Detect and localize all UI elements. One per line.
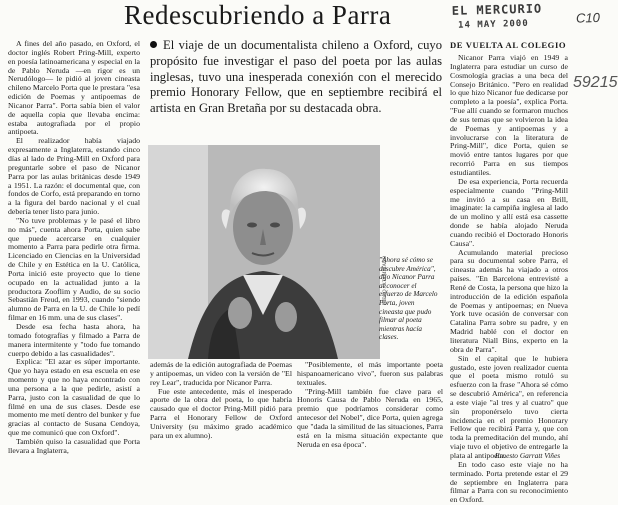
stamp-date: 14 MAY 2000 xyxy=(457,18,529,31)
paragraph: Sin el capital que le hubiera gustado, este joven realizador cuenta que el poeta mismo rotuló su esfuerzo con la frase "Ahora sé cómo se descubrió América", en referencia a este viaje "al tres y al cuatro" que sin proponérselo tuvo cierta incidencia en el premio Honorary Fellow que recibirá Parra y, que con toda la premeditación del mundo, ahí viaje tuvo el objetivo de entregarle la plata al antipoeta. xyxy=(450,353,568,460)
paragraph: además de la edición autografiada de Poemas y antipoemas, un video con la versión de "El rey Lear", traducida por Nicanor Parra. xyxy=(150,360,292,387)
paragraph: En todo caso este viaje no ha terminado. Porta pretende estar el 29 de septiembre en Inglaterra para filmar a Parra con su reconocimiento en Oxford. xyxy=(450,459,568,505)
article-column-1 xyxy=(8,40,140,463)
photo-credit: DIEGO ALTAMIRANO xyxy=(383,255,388,305)
paragraph: El realizador había viajado expresamente a Inglaterra, estando cinco días al lado de Pring-Mill en Oxford para preguntarle sobre el paso de Nicanor Parra por las aulas británicas desde 1949 a 1951. La razón: el documental que, con fondos de Corfo, está preparando en torno a la figura del bardo nacional y el cual debería tener listo para junio. xyxy=(8,136,140,217)
paragraph: Fue este antecedente, más el inesperado aporte de la obra del poeta, lo que habría causado que el doctor Pring-Mill pidió para Parra el Honorary Fellow de Oxford University (su máximo grado académico para un ex alumno). xyxy=(150,386,292,440)
paragraph: De esa experiencia, Porta recuerda especialmente cuando "Pring-Mill me invitó a su casa en Brill, imaginate: la campiña inglesa al lado de un molino y allí está esa cassette donde se había alojado Neruda cuando recibió el Doctorado Honoris Causa". xyxy=(450,176,568,248)
newspaper-date-stamp xyxy=(448,0,599,40)
paragraph: A fines del año pasado, en Oxford, el doctor inglés Robert Pring-Mill, experto en poesía latinoamericana y especial en la de Pablo Neruda —en rigor es un Nerudólogo— le pidió al joven cineasta chileno Marcelo Porta que le prestara "esa edición de Poemas y antipoemas de Nicanor Parra". Porta sabía bien el valor de aquella copia que llevaba encima: estaba autografiada por el propio antipoeta. xyxy=(8,39,140,137)
deck-text: El viaje de un documentalista chileno a Oxford, cuyo propósito fue investigar el paso del poeta por las aulas inglesas, tuvo una inesperada conexión con el merecido premio Honorary Fellow, que en septiembre recibirá el artista en Gran Bretaña por su destacada obra. xyxy=(150,38,442,116)
author-signature: Ernesto Garratt Viñes xyxy=(495,451,561,460)
article-deck xyxy=(150,38,442,117)
paragraph: También quiso la casualidad que Porta llevara a Inglaterra, xyxy=(8,436,140,455)
paragraph: "Pring-Mill también fue clave para el Honoris Causa de Pablo Neruda en 1965, premio que podríamos considerar como antecesor del Nobel", dice Porta, quien agrega que "dada la similitud de las situaciones, Parra está en la misma situación expectante que Neruda en esa época". xyxy=(297,386,443,449)
handwritten-archive-number: 59215 xyxy=(573,74,618,91)
portrait-illustration xyxy=(148,145,380,359)
article-column-2 xyxy=(150,361,292,463)
bullet-icon xyxy=(150,41,157,48)
stamp-newspaper-name: EL MERCURIO xyxy=(451,1,543,18)
section-heading: DE VUELTA AL COLEGIO xyxy=(450,40,567,50)
paragraph: Acumulando material precioso para su documental sobre Parra, el cineasta además ha viajado a otros países. "En Barcelona entrevisté a René de Costa, la persona que hizo la introducción de la edición española de Poemas y antipoemas; en Nueva York tuve ocasión de conversar con Catalina Parra sobre su padre, y en Madrid hablé con el doctor en literatura Niall Bins, experto en la obra de Parra". xyxy=(450,247,568,354)
paragraph: Desde esa fecha hasta ahora, ha tomado fotografías y filmado a Parra de manera intermitente y "todo fue tomando cuerpo debido a las casualidades". xyxy=(8,322,140,358)
photo-caption: "Ahora sé cómo se descubre América", dijo Nicanor Parra al conocer el esfuerzo de Marcelo Porta, joven cineasta que pudo filmar al poeta mientras hacía clases. xyxy=(379,256,438,342)
paragraph: Explica: "El azar es súper importante. Que yo haya estado en esa escuela en ese momento y que no haya encontrado con una persona a la que pedirle, asistí a Parra, justo con la casualidad de que lo filmé en una de sus clases. Desde ese momento me metí dentro del bunker y fue gracias al contacto de Susana Cendoya, que me comunicó que con Oxford". xyxy=(8,357,140,438)
portrait-photo xyxy=(148,145,380,359)
paragraph: Nicanor Parra viajó en 1949 a Inglaterra para estudiar un curso de Cosmología gracias a una beca del Consejo Británico. "Pero en realidad lo que hizo Nicanor fue dedicarse por completo a la poesía", explica Porta. "Fue allí cuando se formaron muchos de sus temas que se volvieron la idea de Poemas y antipoemas y a involucrarse con la literatura de Pring-Mill", dice Porta, quien se movió entre tantos lugares por que recorrió Parra en sus tiempos estudiantiles. xyxy=(450,53,568,177)
paragraph: "No tuve problemas y le pasé el libro no más", cuenta ahora Porta, quien sabe que puede acercarse en cualquier momento a Parra para pedirle otra firma. Licenciado en Ciencias en la Universidad de Chile y en Estética en la U. Católica, Porta inició este proyecto que lo tiene ocupado en la actualidad junto a la productora Zooflim y Audio, de su socio Sebastián Freud, en 1993, cuando "siendo alumno de Parra en la U. de Chile lo pedí filmar en 16 mm. una de sus clases". xyxy=(8,215,140,323)
page-title: Redescubriendo a Parra xyxy=(124,0,392,30)
article-column-3 xyxy=(297,361,443,463)
paragraph: "Posiblemente, el más importante poeta hispanoamericano vivo", fueron sus palabras textuales. xyxy=(297,360,443,387)
stamp-code: C10 xyxy=(575,9,601,26)
